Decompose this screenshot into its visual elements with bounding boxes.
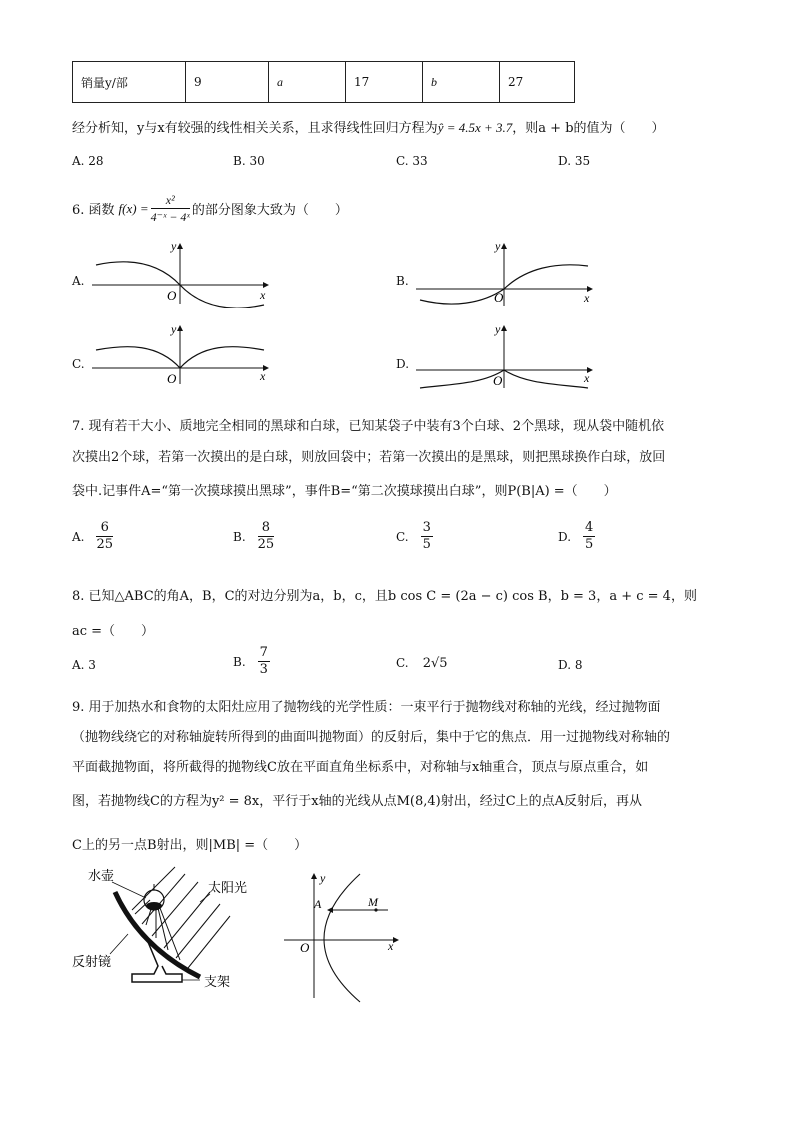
parabola-curve: [324, 874, 360, 1002]
fraction-numerator: 3: [422, 520, 431, 535]
origin-label: O: [167, 371, 177, 386]
q6-option-c: C.: [72, 357, 85, 371]
q7-line-1: 7. 现有若干大小、质地完全相同的黑球和白球，已知某袋子中装有3个白球、2个黑球，现从袋中随机依: [72, 419, 665, 434]
q8-option-b: [233, 645, 270, 678]
point-m-label: M: [368, 895, 378, 909]
option-fraction: [421, 520, 433, 553]
fraction-denominator: 5: [422, 537, 431, 552]
y-label: y: [171, 322, 177, 336]
option-fraction: [583, 520, 595, 553]
x-label: x: [260, 369, 266, 383]
mirror-pointer: [110, 934, 128, 954]
solar-cooker-figure: [70, 862, 270, 997]
q8-option-a: A. 3: [72, 658, 96, 672]
option-label: D.: [558, 529, 572, 544]
q9-line-4: 图，若抛物线C的方程为y² = 8x，平行于x轴的光线从点M(8,4)射出，经过C上的点A反射后，再从: [72, 794, 643, 809]
y-label: y: [171, 239, 177, 253]
q5-text-pre: 经分析知，y与x有较强的线性相关关系，且求得线性回归方程为: [72, 121, 438, 136]
table-cell: 17: [346, 62, 423, 103]
q5-equation: ŷ = 4.5x + 3.7: [437, 120, 513, 135]
q5-option-b: B. 30: [233, 154, 265, 168]
q8-option-d: D. 8: [558, 658, 583, 672]
fraction-numerator: 7: [259, 645, 268, 660]
y-label: y: [495, 322, 501, 336]
table-cell: a: [269, 62, 346, 103]
q5-option-c: C. 33: [396, 154, 428, 168]
q6-graph-d: [412, 322, 602, 390]
q6-func: f(x) =: [118, 200, 149, 216]
fraction-numerator: 6: [96, 520, 113, 537]
q9-line-5: C上的另一点B射出，则|MB| =（ ）: [72, 838, 308, 853]
origin-label: O: [167, 288, 177, 303]
q6-number: 6. 函数: [72, 203, 115, 218]
sun-label: 太阳光: [208, 881, 248, 896]
q8-line-1: 8. 已知△ABC的角A，B，C的对边分别为a，b，c，且b cos C = (2a − c) cos B，b = 3，a + c = 4，则: [72, 589, 697, 604]
q7-option-d: [558, 520, 595, 553]
q6-option-b: B.: [396, 274, 409, 288]
point-a-label: A: [314, 897, 322, 911]
table-header-cell: 销量y/部: [73, 62, 186, 103]
q6-text-post: 的部分图象大致为（ ）: [191, 203, 348, 218]
q7-line-3: 袋中.记事件A=“第一次摸球摸出黑球”，事件B=“第二次摸球摸出白球”，则P(B|A) =（ ）: [72, 484, 617, 499]
kettle-label: 水壶: [88, 869, 115, 884]
kettle-pot: [146, 902, 162, 910]
q8-line-2: ac =（ ）: [72, 624, 155, 639]
fraction-denominator: 3: [259, 662, 268, 677]
option-label: C.: [396, 529, 409, 544]
q6-fraction: [151, 192, 190, 225]
y-label: y: [320, 871, 326, 885]
q9-line-3: 平面截抛物面，将所截得的抛物线C放在平面直角坐标系中，对称轴与x轴重合，顶点与原点重合，如: [72, 760, 649, 775]
q6-option-a: A.: [72, 274, 85, 288]
q9-line-1: 9. 用于加热水和食物的太阳灶应用了抛物线的光学性质：一束平行于抛物线对称轴的光线，经过抛物面: [72, 700, 661, 715]
x-label: x: [388, 939, 394, 953]
q7-option-b: [233, 520, 274, 553]
origin-label: O: [300, 940, 310, 955]
option-fraction: [96, 520, 113, 553]
q7-line-2: 次摸出2个球，若第一次摸出的是白球，则放回袋中；若第一次摸出的是黑球，则把黑球换作白球，放回: [72, 450, 666, 465]
table-cell: 27: [500, 62, 575, 103]
fraction-denominator: 25: [257, 537, 275, 552]
table-cell: 9: [186, 62, 269, 103]
q8-option-c: [396, 656, 448, 671]
option-fraction: [258, 520, 275, 553]
q5-option-d: D. 35: [558, 154, 591, 168]
fraction-numerator: 4: [585, 520, 594, 535]
fraction-denominator: 25: [96, 537, 114, 552]
origin-label: O: [493, 373, 503, 388]
parabola-figure: [280, 868, 410, 1003]
fraction-denominator: 5: [585, 537, 594, 552]
q6-option-d: D.: [396, 357, 410, 371]
x-label: x: [584, 291, 590, 305]
option-value: 2√5: [422, 656, 448, 671]
q7-option-c: [396, 520, 433, 553]
q6-graph-c: [88, 322, 278, 388]
q6-graph-b: [412, 238, 602, 308]
x-label: x: [260, 288, 266, 302]
sales-table: [72, 61, 575, 103]
q5-stem: [72, 117, 665, 136]
q5-option-a: A. 28: [72, 154, 104, 168]
table-cell: b: [423, 62, 500, 103]
fraction-numerator: 8: [258, 520, 275, 537]
option-label: B.: [233, 529, 246, 544]
q9-line-2: （抛物线绕它的对称轴旋转所得到的曲面叫抛物面）的反射后，集中于它的焦点．用一过抛物线对称轴的: [72, 730, 671, 745]
option-label: A.: [72, 529, 85, 544]
x-label: x: [584, 371, 590, 385]
option-label: B.: [233, 654, 246, 669]
q6-graph-a: [88, 238, 278, 308]
mirror-label: 反射镜: [72, 955, 112, 970]
q6-stem: [72, 192, 348, 225]
q6-numerator: x²: [151, 192, 190, 209]
table-row: [73, 62, 575, 103]
option-label: C.: [396, 656, 409, 670]
y-label: y: [495, 239, 501, 253]
q5-text-post: ，则a + b的值为（ ）: [512, 121, 665, 136]
origin-label: O: [494, 290, 504, 305]
option-fraction: [258, 645, 270, 678]
stand-label: 支架: [204, 975, 231, 990]
q6-denominator: 4⁻ˣ − 4ˣ: [150, 210, 190, 224]
q7-option-a: [72, 520, 113, 553]
